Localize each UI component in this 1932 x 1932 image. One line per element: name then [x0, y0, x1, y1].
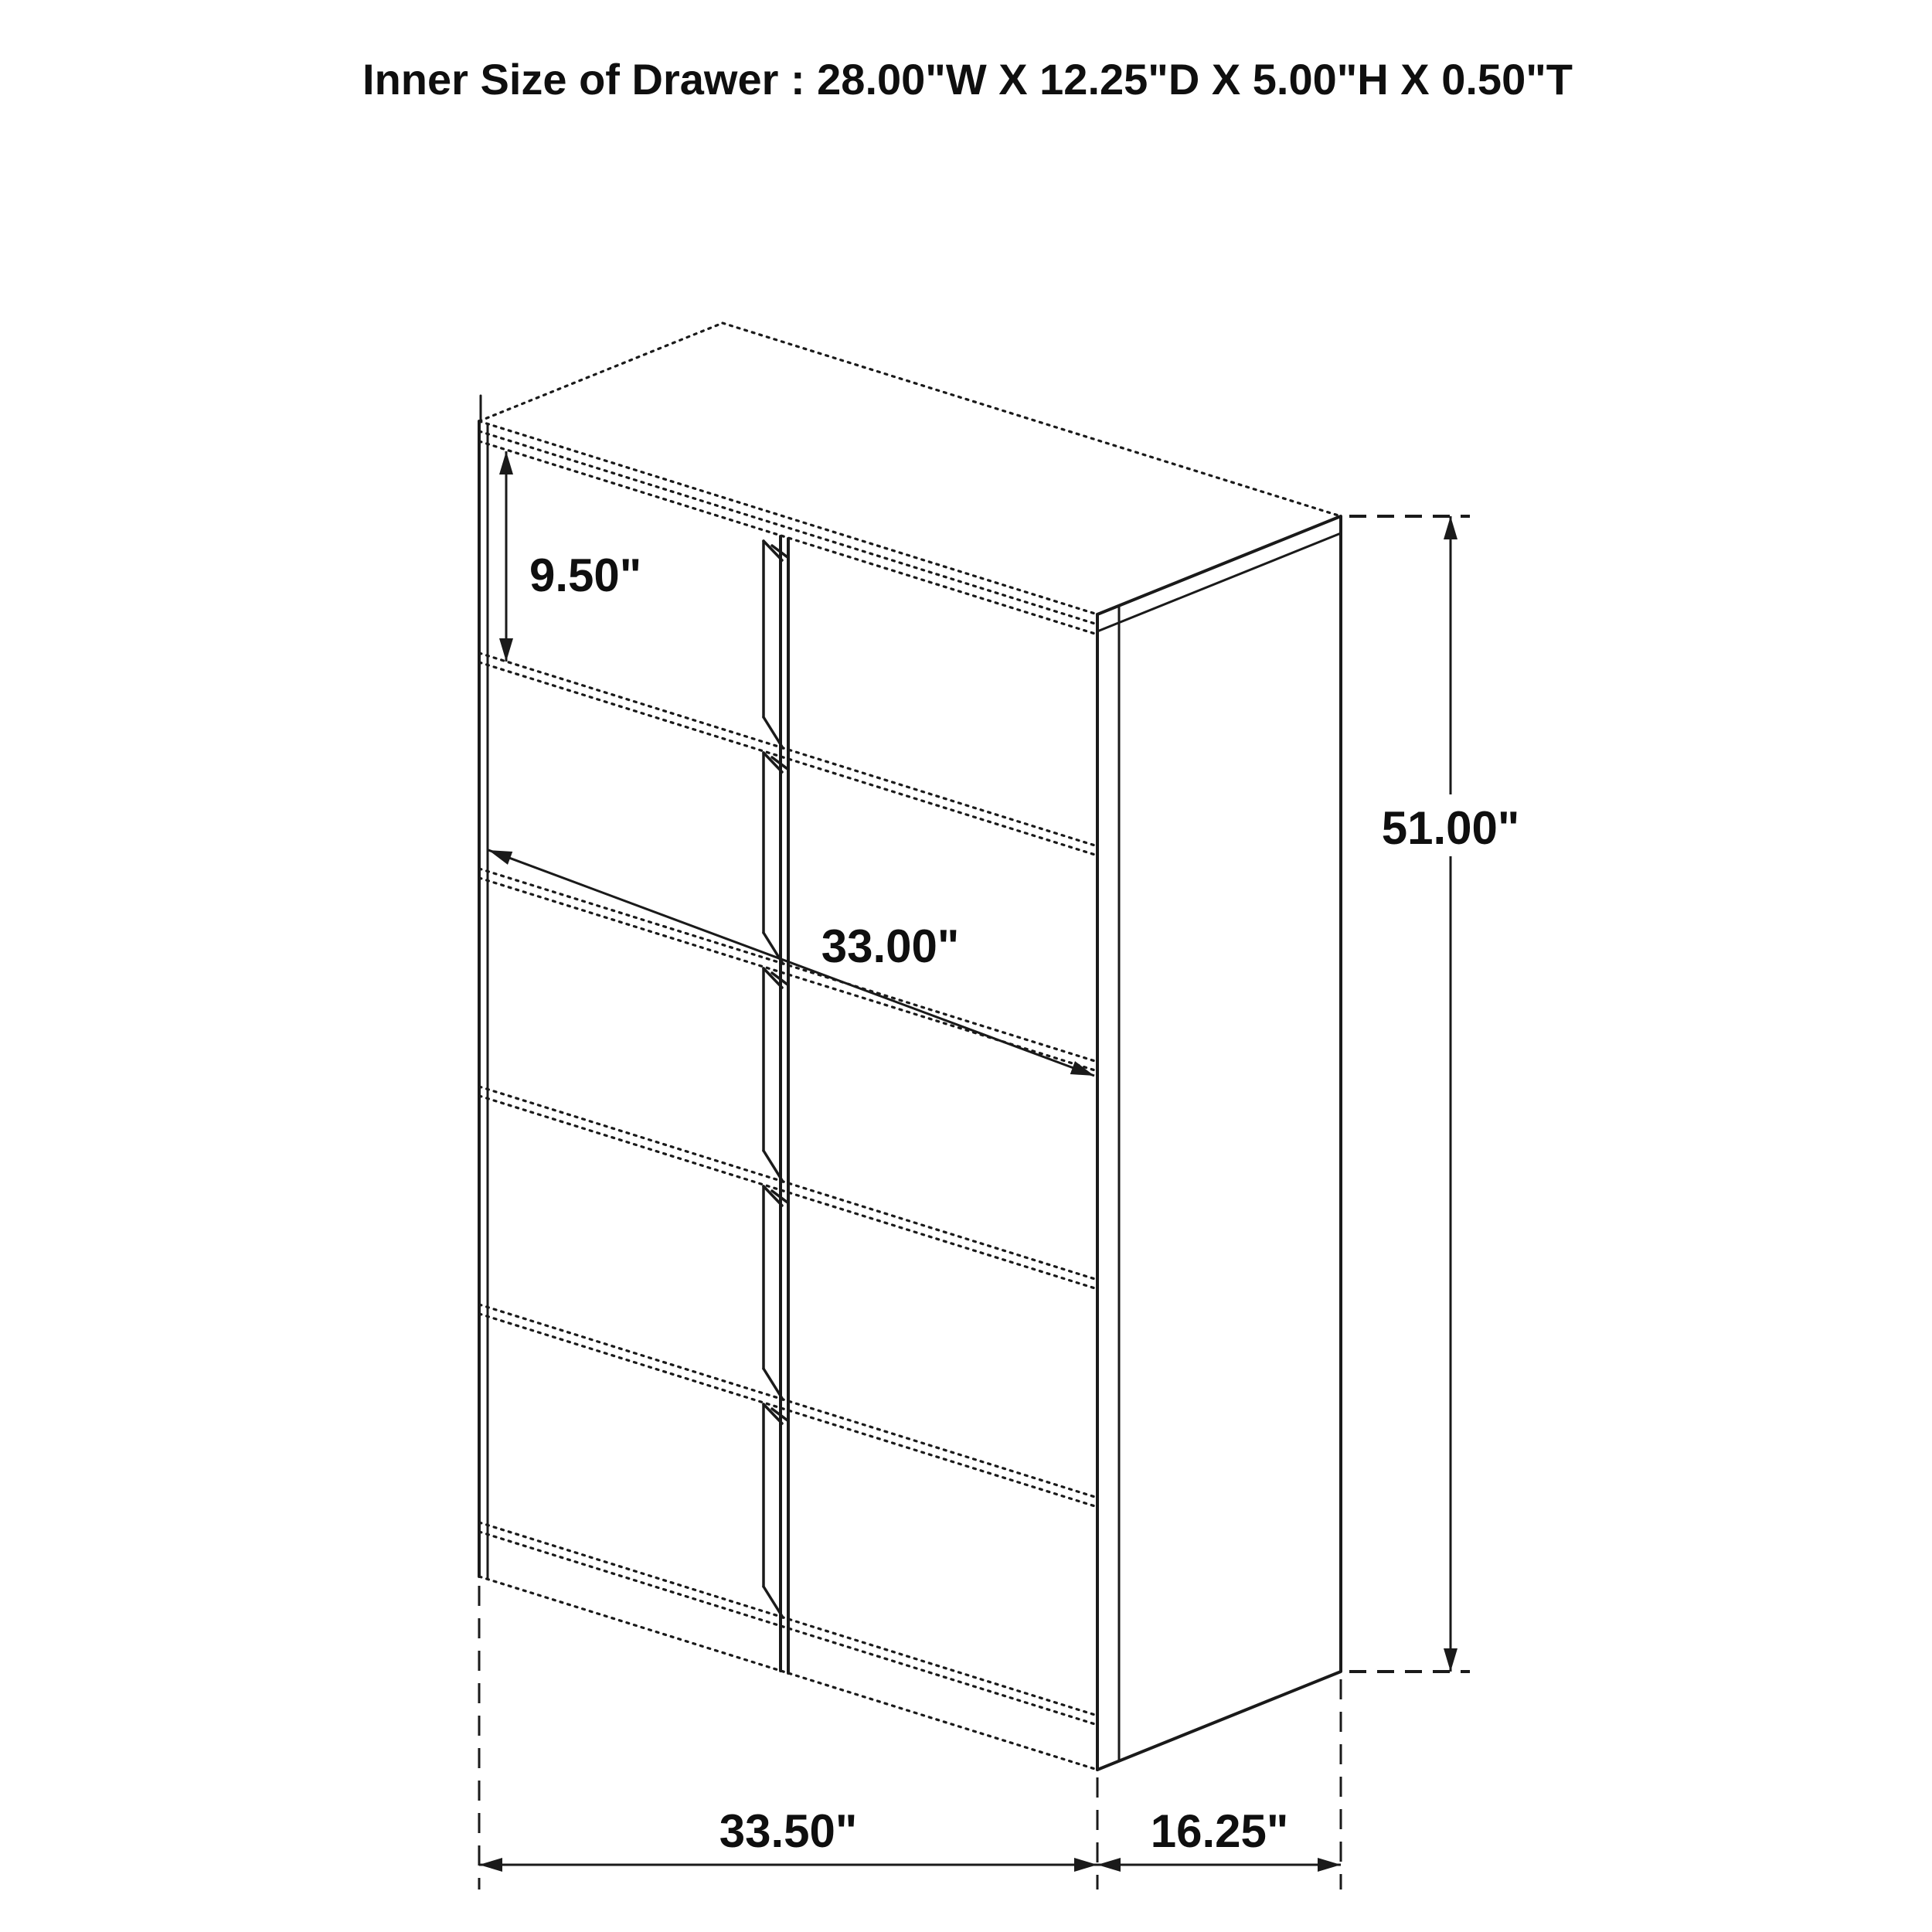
arrowhead-up — [1444, 516, 1458, 539]
arrowhead-left — [479, 1858, 502, 1872]
arrowhead-left — [1097, 1858, 1121, 1872]
cabinet-side-face — [1097, 516, 1341, 1770]
dimension-label-base-width: 33.50" — [719, 1805, 858, 1857]
side-face-surface — [1097, 516, 1341, 1770]
arrowhead-right — [1074, 1858, 1097, 1872]
dimension-overall-height — [1349, 516, 1543, 1672]
dimension-label-front-width: 33.00" — [821, 920, 960, 972]
dimension-label-drawer-height: 9.50" — [529, 549, 642, 601]
arrowhead-right — [1318, 1858, 1341, 1872]
dimension-base-width — [479, 1805, 1097, 1872]
diagram-title: Inner Size of Drawer : 28.00"W X 12.25"D X 5.00"H X 0.50"T — [362, 55, 1573, 104]
dimension-base-depth — [1097, 1805, 1341, 1872]
arrowhead-down — [1444, 1648, 1458, 1672]
dimension-label-overall-height: 51.00" — [1381, 802, 1520, 854]
dimension-label-base-depth: 16.25" — [1150, 1805, 1289, 1857]
